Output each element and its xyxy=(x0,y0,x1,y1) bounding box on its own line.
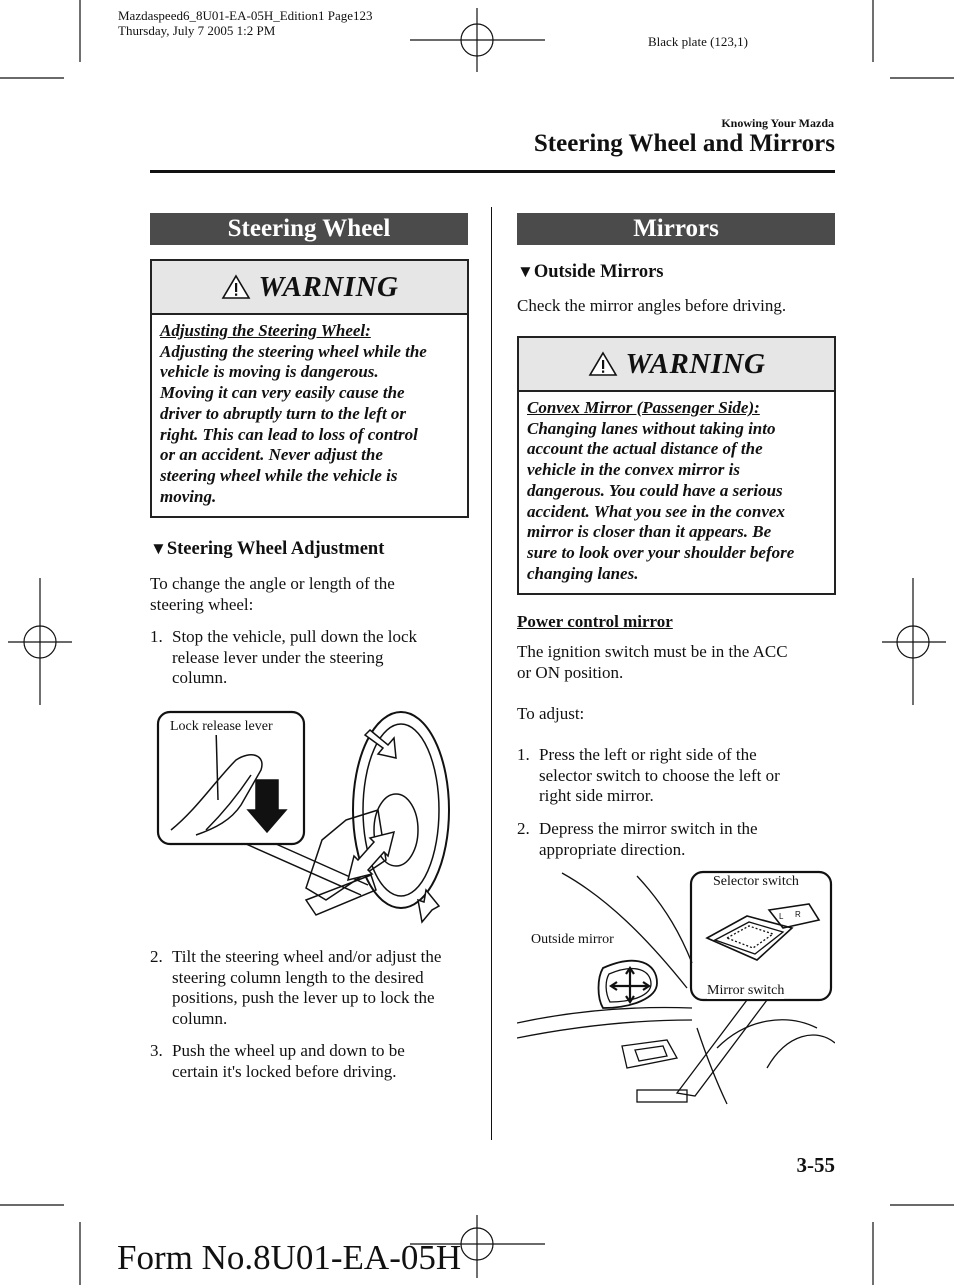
power-mirror-heading: Power control mirror xyxy=(517,612,673,631)
warning-line: driver to abruptly turn to the left or xyxy=(160,403,407,423)
figure-label-lock-release: Lock release lever xyxy=(170,719,273,734)
subheading-steering-adjustment xyxy=(150,539,384,560)
warning-line: moving. xyxy=(160,486,217,506)
step-line: positions, push the lever up to lock the xyxy=(172,988,435,1008)
column-divider xyxy=(491,207,492,1140)
mirror-figure xyxy=(517,868,835,1108)
steering-figure xyxy=(156,710,468,930)
step-3 xyxy=(150,1041,468,1082)
warning-line: vehicle in the convex mirror is xyxy=(527,460,740,480)
warning-line: or an accident. Never adjust the xyxy=(160,445,383,465)
step-2 xyxy=(150,947,468,1030)
warning-box-steering xyxy=(150,259,469,518)
intro-line: steering wheel: xyxy=(150,594,254,614)
figure-label-outside-mirror: Outside mirror xyxy=(531,932,614,947)
step-number: 2. xyxy=(517,819,530,838)
warning-title: Convex Mirror (Passenger Side): xyxy=(527,398,760,417)
intro-line: To change the angle or length of the xyxy=(150,574,395,593)
warning-line: Adjusting the steering wheel while the xyxy=(160,341,427,361)
print-meta-line1: Mazdaspeed6_8U01-EA-05H_Edition1 Page123 xyxy=(118,8,373,23)
warning-line: dangerous. You could have a serious xyxy=(527,480,783,500)
step-number: 2. xyxy=(150,947,163,966)
figure-label-selector-switch: Selector switch xyxy=(713,874,799,889)
warning-header xyxy=(152,261,467,315)
warning-box-mirror xyxy=(517,336,836,595)
page-number: 3-55 xyxy=(796,1153,835,1177)
form-number: Form No.8U01-EA-05H xyxy=(117,1238,462,1277)
to-adjust-label: To adjust: xyxy=(517,704,585,723)
warning-line: Changing lanes without taking into xyxy=(527,418,776,438)
svg-text:L: L xyxy=(779,912,784,921)
subheading-text: Steering Wheel Adjustment xyxy=(166,539,385,559)
steering-wheel-illustration xyxy=(156,710,468,930)
section-heading-steering-wheel: Steering Wheel xyxy=(150,213,468,245)
step-number: 1. xyxy=(150,627,163,646)
step-line: column. xyxy=(172,668,228,688)
warning-line: mirror is closer than it appears. Be xyxy=(527,522,772,542)
ignition-note xyxy=(517,642,835,683)
warning-line: Moving it can very easily cause the xyxy=(160,383,405,403)
step-line: certain it's locked before driving. xyxy=(172,1061,397,1081)
warning-label: WARNING xyxy=(625,347,766,380)
warning-line: account the actual distance of the xyxy=(527,439,763,459)
figure-label-mirror-switch: Mirror switch xyxy=(707,983,785,998)
triangle-down-icon: ▼ xyxy=(517,262,534,281)
warning-line: changing lanes. xyxy=(527,563,639,583)
step-line: appropriate direction. xyxy=(539,839,686,859)
page-title: Steering Wheel and Mirrors xyxy=(533,130,835,157)
steering-intro xyxy=(150,574,468,615)
ignition-line: The ignition switch must be in the ACC xyxy=(517,642,788,661)
warning-line: steering wheel while the vehicle is xyxy=(160,465,398,485)
section-heading-mirrors: Mirrors xyxy=(517,213,835,245)
step-line: steering column length to the desired xyxy=(172,967,424,987)
step-line: Tilt the steering wheel and/or adjust the xyxy=(172,947,442,966)
warning-text xyxy=(152,315,467,515)
warning-text xyxy=(519,392,834,592)
print-meta xyxy=(118,8,373,38)
plate-label: Black plate (123,1) xyxy=(648,34,748,49)
mirror-step-1 xyxy=(517,745,835,807)
warning-header xyxy=(519,338,834,392)
step-line: Depress the mirror switch in the xyxy=(539,819,758,838)
mirror-switch-illustration xyxy=(517,868,835,1108)
warning-line: right. This can lead to loss of control xyxy=(160,424,418,444)
warning-line: accident. What you see in the convex xyxy=(527,501,785,521)
step-line: column. xyxy=(172,1009,228,1029)
header-rule xyxy=(150,170,835,173)
warning-label: WARNING xyxy=(258,270,399,303)
step-line: Press the left or right side of the xyxy=(539,745,757,764)
step-number: 3. xyxy=(150,1041,163,1060)
warning-triangle-icon xyxy=(221,274,251,300)
mirrors-intro: Check the mirror angles before driving. xyxy=(517,296,787,315)
print-meta-line2: Thursday, July 7 2005 1:2 PM xyxy=(118,23,276,38)
step-line: Push the wheel up and down to be xyxy=(172,1041,405,1060)
section-label: Knowing Your Mazda xyxy=(721,116,834,130)
warning-triangle-icon xyxy=(588,351,618,377)
step-1 xyxy=(150,627,468,689)
triangle-down-icon: ▼ xyxy=(150,539,167,558)
svg-text:R: R xyxy=(795,910,801,919)
subheading-outside-mirrors xyxy=(517,262,663,283)
ignition-line: or ON position. xyxy=(517,662,624,682)
step-line: selector switch to choose the left or xyxy=(539,765,780,785)
subheading-text: Outside Mirrors xyxy=(533,262,664,282)
step-line: right side mirror. xyxy=(539,786,654,806)
warning-line: sure to look over your shoulder before xyxy=(527,542,795,562)
mirror-step-2 xyxy=(517,819,835,860)
warning-line: vehicle is moving is dangerous. xyxy=(160,362,379,382)
step-line: release lever under the steering xyxy=(172,647,384,667)
warning-title: Adjusting the Steering Wheel: xyxy=(160,321,371,340)
step-line: Stop the vehicle, pull down the lock xyxy=(172,627,418,646)
step-number: 1. xyxy=(517,745,530,764)
